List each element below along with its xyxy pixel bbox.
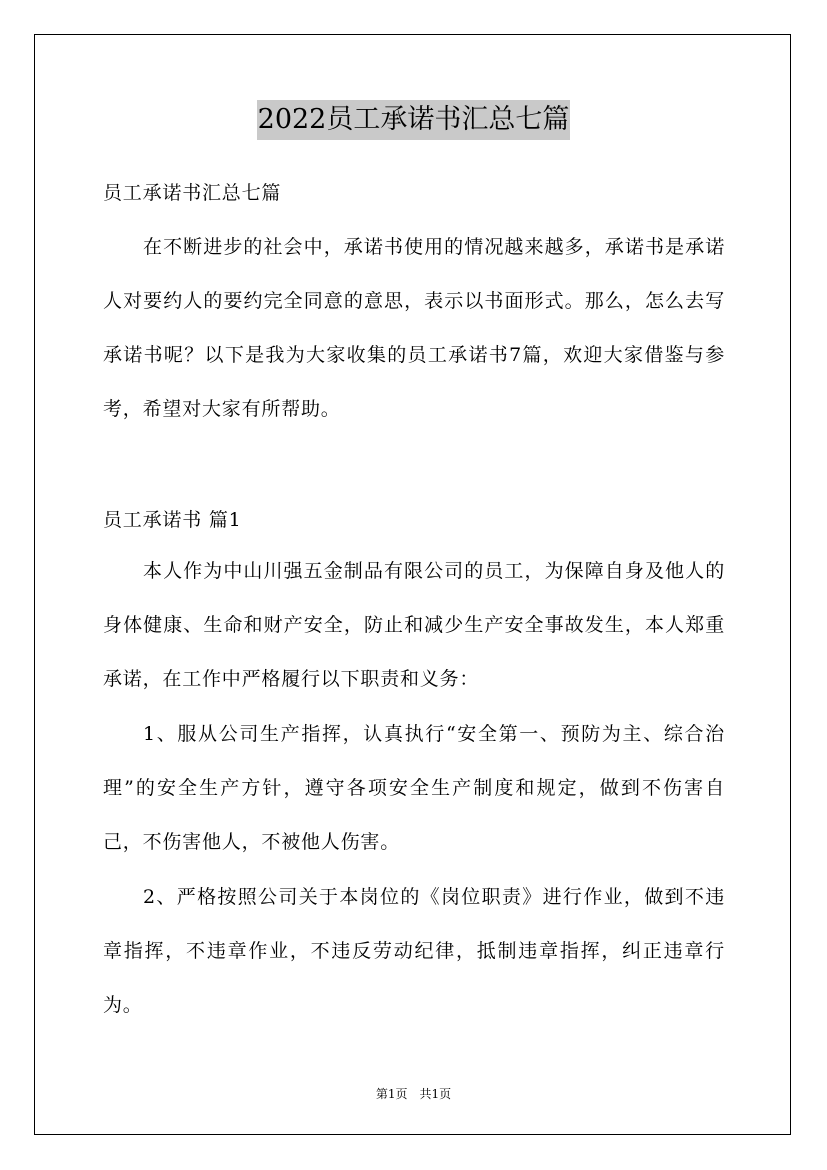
list-item-1: 1、服从公司生产指挥，认真执行“安全第一、预防为主、综合治理”的安全生产方针，遵守各项安全生产制度和规定，做到不伤害自己，不伤害他人，不被他人伤害。	[103, 723, 725, 853]
list-item-2: 2、严格按照公司关于本岗位的《岗位职责》进行作业，做到不违章指挥，不违章作业，不违反劳动纪律，抵制违章指挥，纠正违章行为。	[103, 886, 725, 1016]
body-paragraph: 本人作为中山川强五金制品有限公司的员工，为保障自身及他人的身体健康、生命和财产安全，防止和减少生产安全事故发生，本人郑重承诺，在工作中严格履行以下职责和义务：	[103, 560, 725, 690]
intro-paragraph: 在不断进步的社会中，承诺书使用的情况越来越多，承诺书是承诺人对要约人的要约完全同意的意思，表示以书面形式。那么，怎么去写承诺书呢？以下是我为大家收集的员工承诺书7篇，欢迎大家借鉴与参考，希望对大家有所帮助。	[103, 236, 725, 420]
title-wrap	[0, 100, 827, 140]
document-subtitle: 员工承诺书汇总七篇	[103, 182, 282, 204]
page-footer: 第1页 共1页	[375, 1087, 452, 1101]
document-title: 2022员工承诺书汇总七篇	[257, 100, 571, 140]
section-heading: 员工承诺书 篇1	[103, 509, 242, 531]
